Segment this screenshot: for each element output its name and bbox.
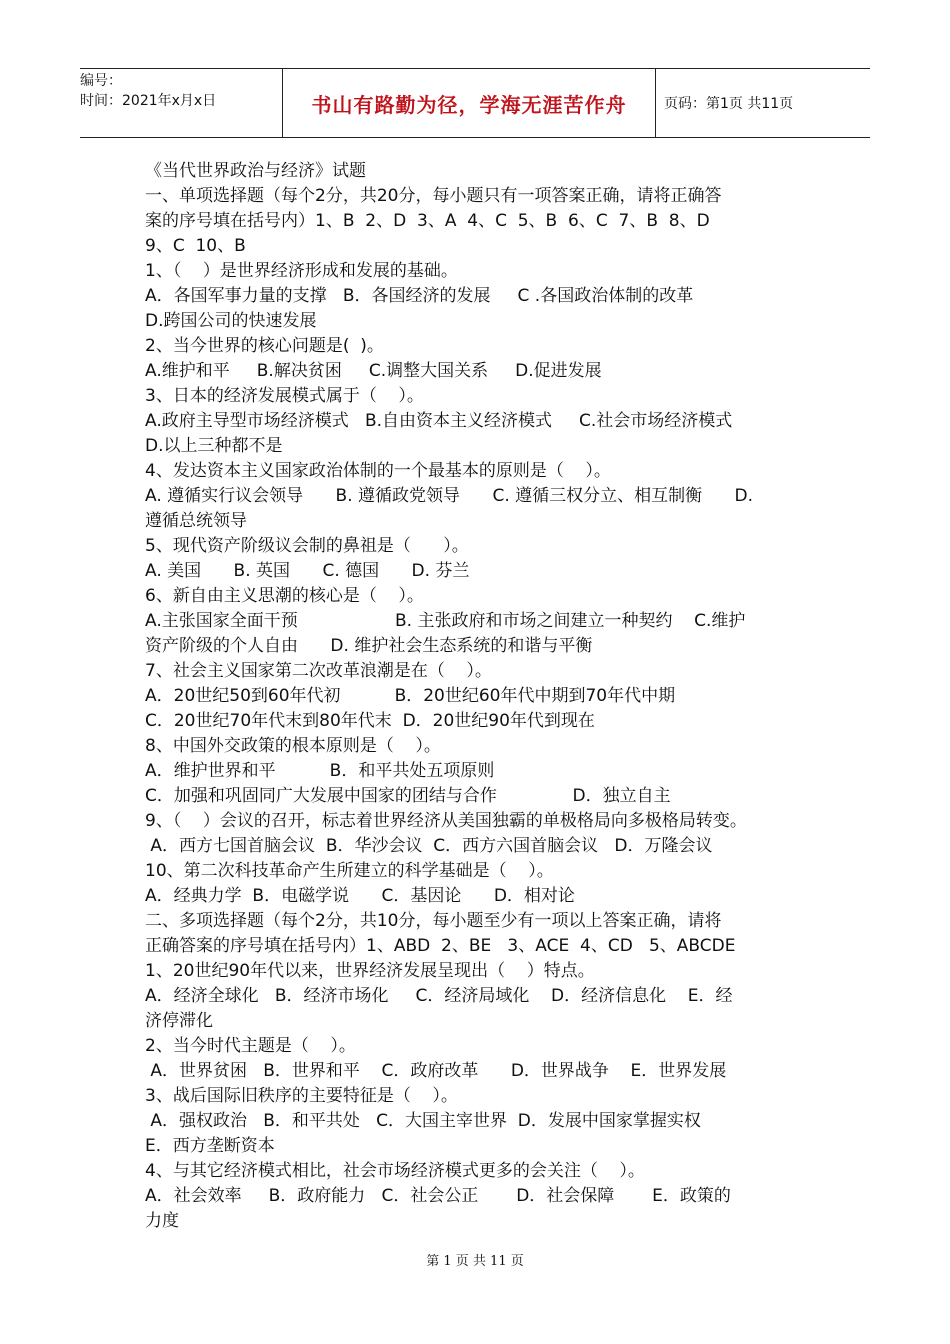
text-line: A．各国军事力量的支撑 B．各国经济的发展 C .各国政治体制的改革 bbox=[145, 286, 694, 306]
text-line: D.跨国公司的快速发展 bbox=[145, 311, 317, 331]
text-line: C．20世纪70年代末到80年代末 D．20世纪90年代到现在 bbox=[145, 711, 595, 731]
text-line: 资产阶级的个人自由 D. 维护社会生态系统的和谐与平衡 bbox=[145, 636, 593, 656]
text-line: A．经济全球化 B．经济市场化 C．经济局域化 D．经济信息化 E．经 bbox=[145, 986, 733, 1006]
text-line: 8、中国外交政策的根本原则是（ ）。 bbox=[145, 736, 441, 756]
text-line: 5、现代资产阶级议会制的鼻祖是（ ）。 bbox=[145, 536, 469, 556]
text-line: 9、C 10、B bbox=[145, 236, 246, 256]
text-line: A.维护和平 B.解决贫困 C.调整大国关系 D.促进发展 bbox=[145, 361, 602, 381]
text-line: A．世界贫困 B．世界和平 C．政府改革 D．世界战争 E．世界发展 bbox=[145, 1061, 727, 1081]
text-line: A．维护世界和平 B．和平共处五项原则 bbox=[145, 761, 495, 781]
text-line: 4、发达资本主义国家政治体制的一个最基本的原则是（ ）。 bbox=[145, 461, 611, 481]
text-line: 2、当今时代主题是（ ）。 bbox=[145, 1036, 356, 1056]
text-line: 3、日本的经济发展模式属于（ ）。 bbox=[145, 386, 424, 406]
text-line: A．西方七国首脑会议 B．华沙会议 C．西方六国首脑会议 D．万隆会议 bbox=[145, 836, 713, 856]
text-line: A．20世纪50到60年代初 B．20世纪60年代中期到70年代中期 bbox=[145, 686, 676, 706]
text-line: 一、单项选择题（每个2分，共20分，每小题只有一项答案正确，请将正确答 bbox=[145, 186, 722, 206]
text-line: 2、当今世界的核心问题是( )。 bbox=[145, 336, 384, 356]
text-line: C．加强和巩固同广大发展中国家的团结与合作 D．独立自主 bbox=[145, 786, 671, 806]
text-line: A.政府主导型市场经济模式 B.自由资本主义经济模式 C.社会市场经济模式 bbox=[145, 411, 733, 431]
page-footer: 第 1 页 共 11 页 bbox=[426, 1254, 524, 1269]
text-line: 10、第二次科技革命产生所建立的科学基础是（ ）。 bbox=[145, 861, 554, 881]
date-label: 时间：2021年x月x日 bbox=[80, 93, 217, 109]
text-line: E．西方垄断资本 bbox=[145, 1136, 275, 1156]
text-line: A．社会效率 B．政府能力 C．社会公正 D．社会保障 E．政策的 bbox=[145, 1186, 731, 1206]
text-line: 7、社会主义国家第二次改革浪潮是在（ ）。 bbox=[145, 661, 492, 681]
text-line: A. 遵循实行议会领导 B. 遵循政党领导 C. 遵循三权分立、相互制衡 D. bbox=[145, 486, 754, 506]
text-line: 正确答案的序号填在括号内）1、ABD 2、BE 3、ACE 4、CD 5、ABCDE bbox=[145, 936, 736, 956]
text-line: 济停滞化 bbox=[145, 1011, 213, 1031]
header-motto: 书山有路勤为径，学海无涯苦作舟 bbox=[282, 69, 656, 137]
text-line: A. 美国 B. 英国 C. 德国 D. 芬兰 bbox=[145, 561, 470, 581]
header-page-info: 页码：第1页 共11页 bbox=[664, 96, 794, 112]
text-line: 9、（ ）会议的召开，标志着世界经济从美国独霸的单极格局向多极格局转变。 bbox=[145, 811, 747, 831]
text-line: D.以上三种都不是 bbox=[145, 436, 283, 456]
text-line: 二、多项选择题（每个2分，共10分，每小题至少有一项以上答案正确，请将 bbox=[145, 911, 722, 931]
text-line: 1、（ ）是世界经济形成和发展的基础。 bbox=[145, 261, 458, 281]
text-line: 4、与其它经济模式相比，社会市场经济模式更多的会关注（ ）。 bbox=[145, 1161, 645, 1181]
text-line: A．经典力学 B．电磁学说 C．基因论 D．相对论 bbox=[145, 886, 575, 906]
text-line: 6、新自由主义思潮的核心是（ ）。 bbox=[145, 586, 424, 606]
text-line: 案的序号填在括号内）1、B 2、D 3、A 4、C 5、B 6、C 7、B 8、D bbox=[145, 211, 710, 231]
text-line: 力度 bbox=[145, 1211, 179, 1231]
text-line: 3、战后国际旧秩序的主要特征是（ ）。 bbox=[145, 1086, 458, 1106]
page-header bbox=[80, 68, 870, 138]
text-line: A.主张国家全面干预 B. 主张政府和市场之间建立一种契约 C.维护 bbox=[145, 611, 746, 631]
text-line: 《当代世界政治与经济》试题 bbox=[145, 161, 366, 181]
number-label: 编号： bbox=[80, 73, 122, 89]
header-meta bbox=[80, 69, 282, 137]
text-line: A．强权政治 B．和平共处 C．大国主宰世界 D．发展中国家掌握实权 bbox=[145, 1111, 701, 1131]
text-line: 1、20世纪90年代以来，世界经济发展呈现出（ ）特点。 bbox=[145, 961, 595, 981]
text-line: 遵循总统领导 bbox=[145, 511, 247, 531]
document-body bbox=[145, 159, 835, 1234]
